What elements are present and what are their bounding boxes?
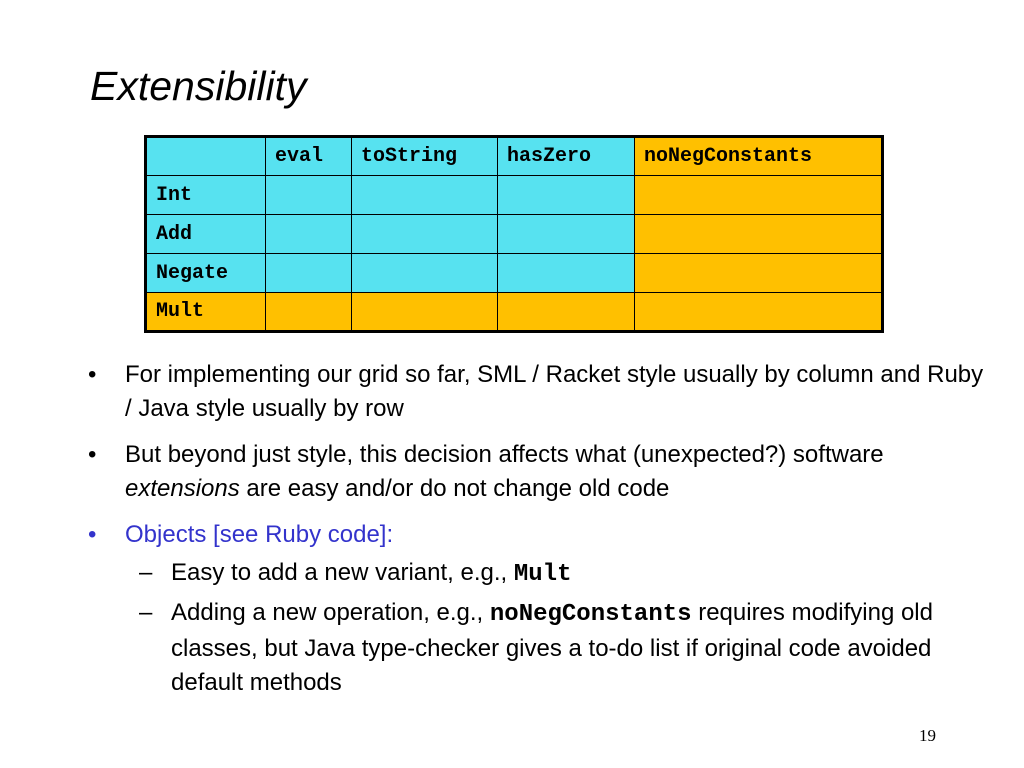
table-cell: [635, 254, 883, 293]
bullet-text: are easy and/or do not change old code: [239, 475, 670, 502]
table-row: [146, 176, 883, 215]
table-row: [146, 215, 883, 254]
table-row: [146, 293, 883, 332]
table-cell: [352, 254, 498, 293]
bullet-icon: •: [88, 521, 97, 548]
dash-icon: –: [139, 599, 153, 626]
row-label-add: Add: [146, 215, 266, 254]
table-corner-cell: [146, 137, 266, 176]
sub-bullet-text: Easy to add a new variant, e.g.,: [171, 559, 514, 586]
table-header-row: [146, 137, 883, 176]
bullet-item: [85, 358, 985, 426]
code-text: noNegConstants: [489, 601, 692, 628]
table-cell: [635, 293, 883, 332]
table-cell: [352, 215, 498, 254]
sub-bullet-item: [85, 596, 985, 700]
code-text: Mult: [513, 561, 572, 588]
column-header-haszero: hasZero: [498, 137, 635, 176]
bullet-item: [85, 518, 985, 552]
column-header-tostring: toString: [352, 137, 498, 176]
table-cell: [352, 293, 498, 332]
table-cell: [498, 293, 635, 332]
table-cell: [498, 176, 635, 215]
row-label-negate: Negate: [146, 254, 266, 293]
table-row: [146, 254, 883, 293]
dash-icon: –: [139, 559, 153, 586]
table-cell: [498, 254, 635, 293]
bullet-text: But beyond just style, this decision affects what (unexpected?) software: [125, 441, 884, 468]
sub-bullet-item: [85, 556, 985, 592]
slide-title: Extensibility: [90, 63, 307, 109]
emphasis-text: extensions: [125, 475, 240, 502]
column-header-nonegconstants: noNegConstants: [635, 137, 883, 176]
table-cell: [266, 215, 352, 254]
table-cell: [352, 176, 498, 215]
row-label-int: Int: [146, 176, 266, 215]
table-cell: [635, 176, 883, 215]
page-number: 19: [919, 726, 936, 745]
table-cell: [498, 215, 635, 254]
bullet-text: For implementing our grid so far, SML / Racket style usually by column and Ruby / Java style usually by row: [125, 361, 984, 422]
bullet-item: [85, 438, 985, 506]
table-cell: [266, 293, 352, 332]
bullet-icon: •: [88, 361, 97, 388]
bullet-icon: •: [88, 441, 97, 468]
row-label-mult: Mult: [146, 293, 266, 332]
sub-bullet-text: Adding a new operation, e.g.,: [171, 599, 490, 626]
table-cell: [635, 215, 883, 254]
bullet-text: Objects [see Ruby code]:: [125, 521, 394, 548]
extensibility-grid: [144, 135, 884, 333]
sub-bullet-text: requires modifying old classes, but Java type-checker gives a to-do list if original code avoided default methods: [171, 599, 933, 696]
table-cell: [266, 176, 352, 215]
column-header-eval: eval: [266, 137, 352, 176]
table-cell: [266, 254, 352, 293]
bullet-list: [85, 358, 985, 704]
